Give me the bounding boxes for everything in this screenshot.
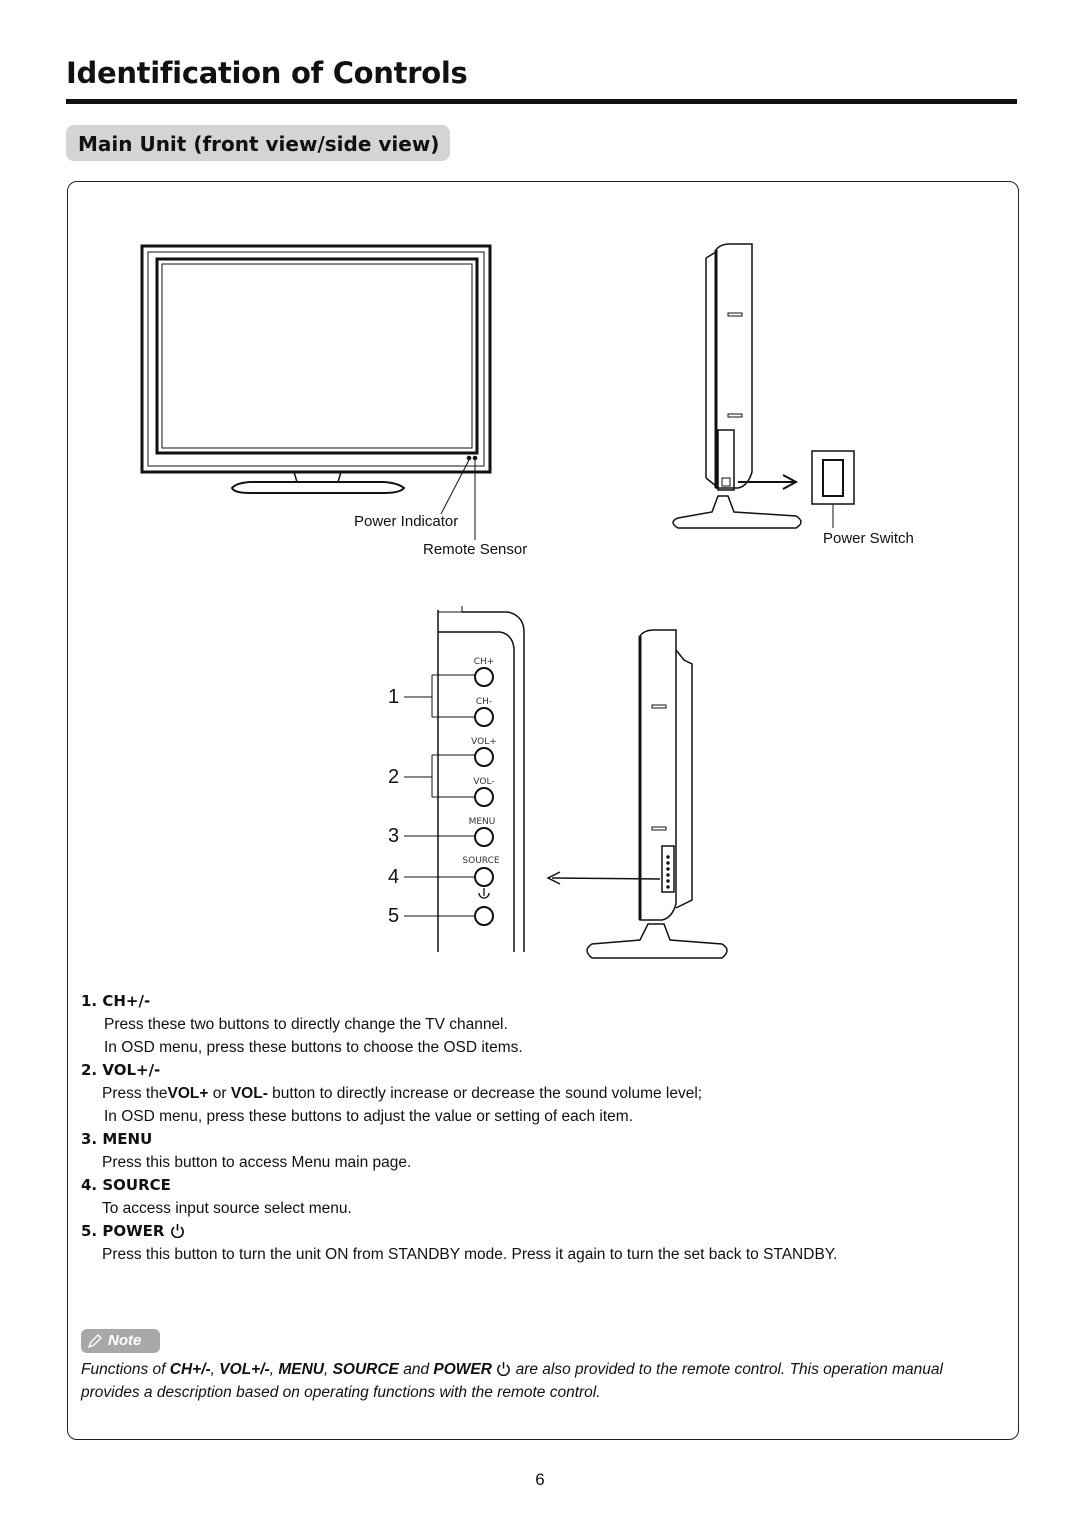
controls-description <box>81 990 1001 1266</box>
btn-label-ch-minus: CH- <box>475 697 493 707</box>
btn-label-source: SOURCE <box>462 856 500 866</box>
pencil-icon <box>87 1333 103 1349</box>
note-text: Functions of CH+/-, VOL+/-, MENU, SOURCE and POWER are also provided to the remote control. This operation manual provides a description based on operating functions with the remote control. <box>81 1361 943 1401</box>
control-heading-source: 4. SOURCE <box>81 1176 171 1194</box>
control-text-vol: Press theVOL+ or VOL- button to directly increase or decrease the sound volume level; <box>102 1085 703 1102</box>
btn-label-vol-minus: VOL- <box>473 777 495 787</box>
control-text: To access input source select menu. <box>102 1200 352 1217</box>
page-number: 6 <box>535 1470 545 1489</box>
tv-front-view <box>142 246 490 540</box>
tv-side-view-top <box>673 244 854 528</box>
power-indicator-label: Power Indicator <box>354 513 459 530</box>
control-text: Press this button to turn the unit ON from STANDBY mode. Press it again to turn the set back to STANDBY. <box>102 1246 838 1263</box>
control-text: In OSD menu, press these buttons to choose the OSD items. <box>104 1039 523 1056</box>
side-panel-button-labels <box>462 657 499 866</box>
control-text: In OSD menu, press these buttons to adjust the value or setting of each item. <box>104 1108 634 1125</box>
remote-sensor-label: Remote Sensor <box>423 541 528 558</box>
power-icon <box>170 1223 185 1238</box>
power-icon <box>496 1361 511 1376</box>
callout-4: 4 <box>388 866 400 888</box>
callout-2: 2 <box>388 766 400 788</box>
control-text: Press these two buttons to directly change the TV channel. <box>104 1016 508 1033</box>
control-heading-ch: 1. CH+/- <box>81 992 151 1010</box>
btn-label-menu: MENU <box>468 817 496 827</box>
power-switch-label: Power Switch <box>823 530 914 547</box>
side-panel-closeup <box>404 606 524 952</box>
control-heading-menu: 3. MENU <box>81 1130 153 1148</box>
btn-label-ch-plus: CH+ <box>473 657 495 667</box>
control-text: Press this button to access Menu main page. <box>102 1154 412 1171</box>
control-heading-power: 5. POWER <box>81 1220 1001 1243</box>
control-heading-vol: 2. VOL+/- <box>81 1061 161 1079</box>
callout-3: 3 <box>388 825 400 847</box>
callout-5: 5 <box>388 905 400 927</box>
callout-1: 1 <box>388 686 400 708</box>
section-heading: Main Unit (front view/side view) <box>66 125 450 161</box>
btn-label-vol-plus: VOL+ <box>471 737 497 747</box>
page-title: Identification of Controls <box>66 56 468 90</box>
note-badge: Note <box>81 1329 160 1353</box>
tv-side-view-bottom <box>548 630 727 958</box>
